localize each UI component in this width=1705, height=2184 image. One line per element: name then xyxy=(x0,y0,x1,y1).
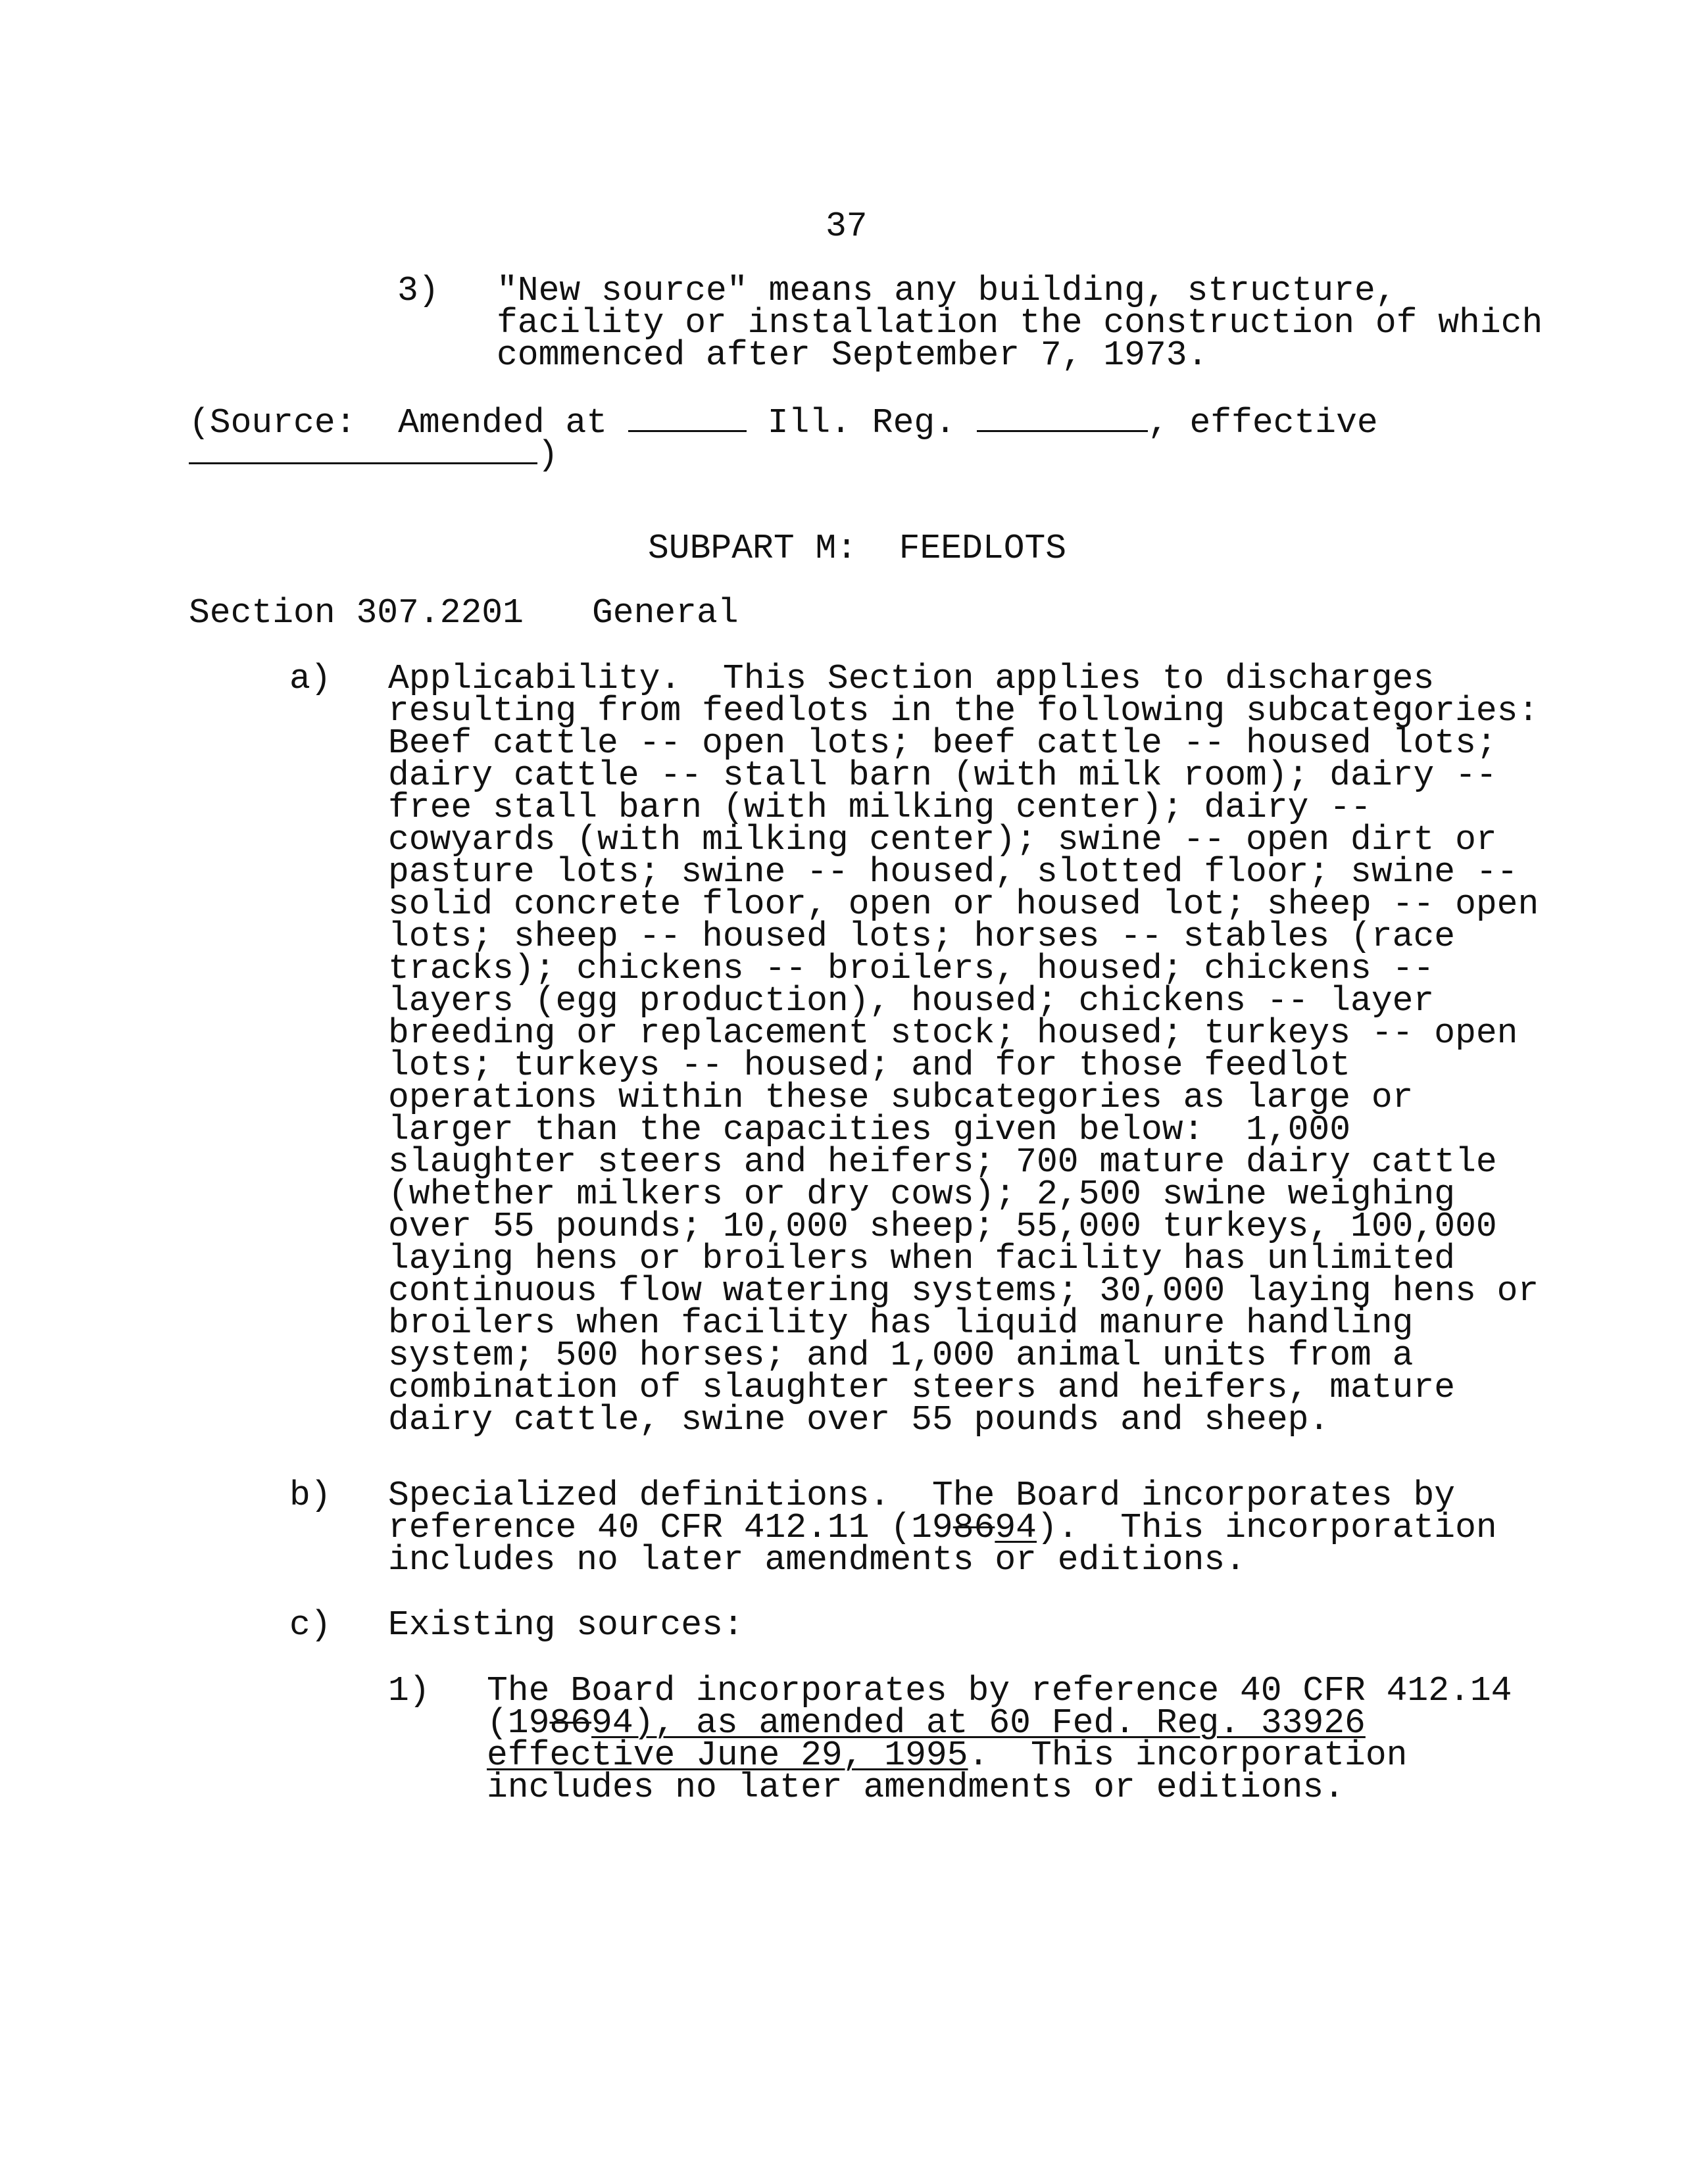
source-note-line2 xyxy=(189,435,558,475)
subpart-heading: SUBPART M: FEEDLOTS xyxy=(648,529,1067,568)
deleted-text: 86 xyxy=(952,1508,995,1547)
source-effective: , effective xyxy=(1147,403,1378,443)
para-b-marker: b) xyxy=(289,1476,332,1515)
para-a-line: Applicability. This Section applies to discharges xyxy=(388,659,1435,698)
source-open: (Source: xyxy=(189,403,357,443)
para-b-line: includes no later amendments or editions. xyxy=(388,1540,1247,1580)
para-a-line: cowyards (with milking center); swine -- open dirt or xyxy=(388,820,1497,860)
item-3-marker: 3) xyxy=(397,271,439,310)
para-a-line: larger than the capacities given below: 1,000 xyxy=(388,1110,1351,1150)
item-c1-line: The Board incorporates by reference 40 CFR 412.14 xyxy=(487,1671,1512,1711)
para-b-text xyxy=(388,1476,1497,1580)
para-a-line: over 55 pounds; 10,000 sheep; 55,000 turkeys, 100,000 xyxy=(388,1207,1497,1246)
para-a-line: tracks); chickens -- broilers, housed; chickens -- xyxy=(388,949,1435,988)
volume-blank xyxy=(628,404,747,432)
item-3-line: facility or installation the construction of which xyxy=(497,303,1543,343)
item-c1-marker: 1) xyxy=(388,1671,430,1711)
para-a-line: laying hens or broilers when facility has unlimited xyxy=(388,1239,1456,1278)
deleted-text: 86 xyxy=(549,1703,592,1743)
section-number: Section 307.2201 xyxy=(189,593,524,633)
para-c-text: Existing sources: xyxy=(388,1605,744,1645)
date-blank xyxy=(189,436,537,464)
source-close: ) xyxy=(537,435,558,475)
para-b-citation-tail: ). This incorporation xyxy=(1037,1508,1497,1547)
para-a-line: pasture lots; swine -- housed, slotted floor; swine -- xyxy=(388,852,1518,892)
source-amended-at: Amended at xyxy=(398,403,608,443)
inserted-text: 94), as amended at 60 Fed. Reg. 33926 xyxy=(591,1703,1366,1743)
para-a-line: lots; sheep -- housed lots; horses -- stables (race xyxy=(388,917,1456,956)
inserted-text: 94 xyxy=(995,1508,1037,1547)
item-3-line: "New source" means any building, structure, xyxy=(497,271,1396,310)
item-c1-line xyxy=(487,1703,1512,1743)
para-a-line: lots; turkeys -- housed; and for those feedlot xyxy=(388,1046,1351,1085)
para-a-line: operations within these subcategories as large or xyxy=(388,1078,1414,1117)
para-a-line: breeding or replacement stock; housed; turkeys -- open xyxy=(388,1013,1518,1053)
para-b-line xyxy=(388,1508,1497,1547)
item-c1-tail: . This incorporation xyxy=(968,1735,1408,1775)
source-note xyxy=(189,403,1378,443)
item-3-text xyxy=(497,271,1543,375)
para-a-line: solid concrete floor, open or housed lot; sheep -- open xyxy=(388,885,1539,924)
para-a-line: (whether milkers or dry cows); 2,500 swine weighing xyxy=(388,1175,1456,1214)
para-a-line: dairy cattle, swine over 55 pounds and sheep. xyxy=(388,1400,1330,1440)
item-c1-line xyxy=(487,1735,1512,1775)
para-a-line: free stall barn (with milking center); dairy -- xyxy=(388,788,1371,827)
para-c-marker: c) xyxy=(289,1605,332,1645)
para-a-line: slaughter steers and heifers; 700 mature dairy cattle xyxy=(388,1142,1497,1182)
para-a-line: layers (egg production), housed; chickens -- layer xyxy=(388,981,1435,1021)
inserted-text: effective June 29, 1995 xyxy=(487,1735,968,1775)
para-a-line: resulting from feedlots in the following subcategories: xyxy=(388,691,1539,731)
source-ill-reg: Ill. Reg. xyxy=(767,403,956,443)
para-a-line: Beef cattle -- open lots; beef cattle -- housed lots; xyxy=(388,723,1497,763)
para-a-marker: a) xyxy=(289,659,332,698)
page-number: 37 xyxy=(826,206,868,246)
section-title: General xyxy=(592,593,739,633)
para-b-citation: reference 40 CFR 412.11 (19 xyxy=(388,1508,953,1547)
para-a-text xyxy=(388,659,1539,1440)
item-3-line: commenced after September 7, 1973. xyxy=(497,335,1208,375)
para-a-line: continuous flow watering systems; 30,000 laying hens or xyxy=(388,1271,1539,1311)
para-a-line: dairy cattle -- stall barn (with milk room); dairy -- xyxy=(388,756,1497,795)
item-c1-citation: (19 xyxy=(487,1703,550,1743)
item-c1-text xyxy=(487,1671,1512,1807)
para-a-line: system; 500 horses; and 1,000 animal units from a xyxy=(388,1336,1414,1375)
para-a-line: combination of slaughter steers and heifers, mature xyxy=(388,1368,1456,1407)
page-blank xyxy=(977,404,1148,432)
para-b-line: Specialized definitions. The Board incorporates by xyxy=(388,1476,1456,1515)
para-a-line: broilers when facility has liquid manure handling xyxy=(388,1303,1414,1343)
item-c1-line: includes no later amendments or editions. xyxy=(487,1768,1345,1807)
